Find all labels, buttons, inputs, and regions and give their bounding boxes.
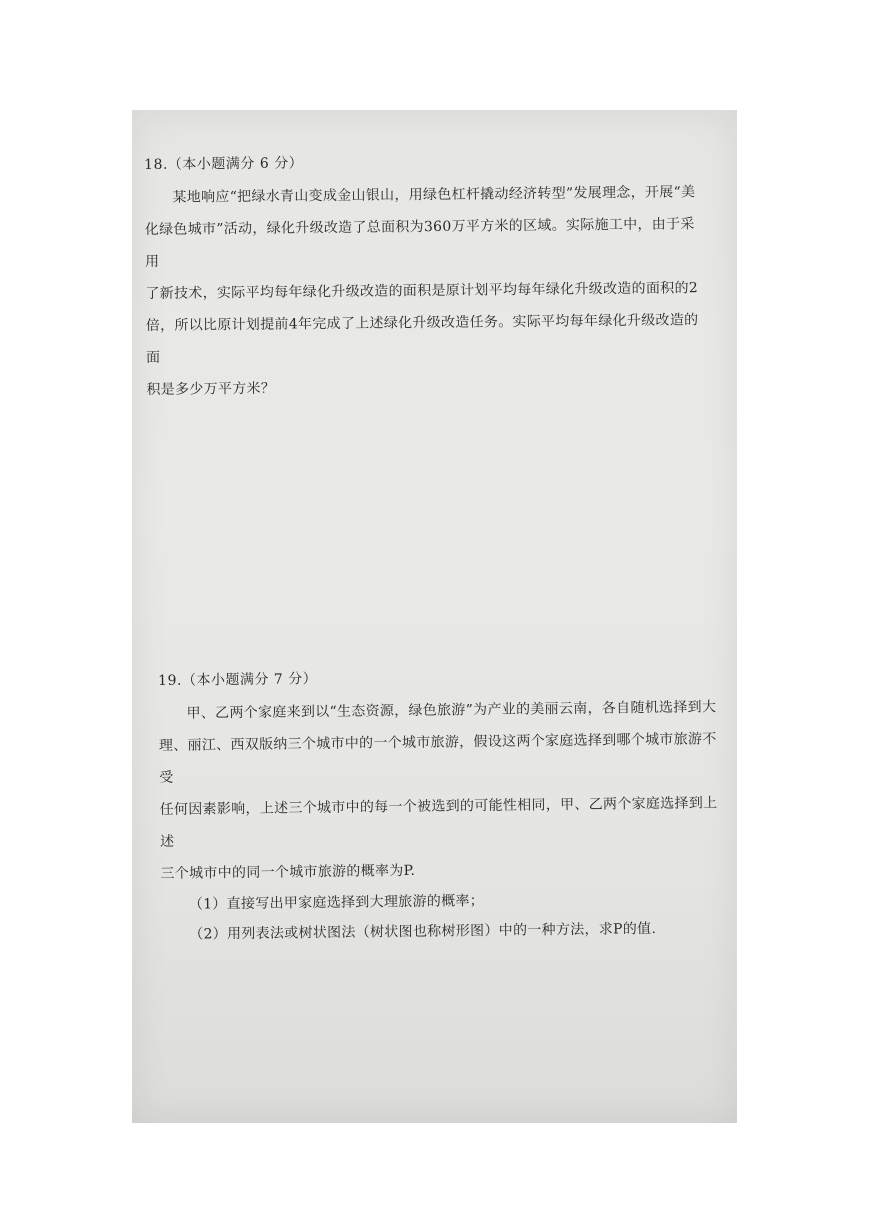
question-19-line-1: 甲、乙两个家庭来到以“生态资源，绿色旅游”为产业的美丽云南，各自随机选择到大 [186, 699, 717, 722]
question-19-part-2: （2）用列表法或树状图法（树状图也称树形图）中的一种方法，求P的值. [189, 920, 657, 943]
question-19 [158, 663, 721, 950]
question-19-line-3: 任何因素影响，上述三个城市中的每一个被选到的可能性相同，甲、乙两个家庭选择到上述 [159, 795, 718, 850]
question-19-line-4: 三个城市中的同一个城市旅游的概率为P. [160, 862, 416, 882]
question-18-heading: 18.（本小题满分 6 分） [144, 155, 304, 173]
question-18-line-4: 倍，所以比原计划提前4年完成了上述绿化升级改造任务。实际平均每年绿化升级改造的面 [145, 312, 699, 366]
question-18-line-2: 化绿色城市”活动，绿化升级改造了总面积为360万平方米的区域。实际施工中，由于采用 [144, 216, 695, 270]
question-19-part-1: （1）直接写出甲家庭选择到大理旅游的概率； [188, 893, 485, 913]
question-19-line-2: 理、丽江、西双版纳三个城市中的一个城市旅游，假设这两个家庭选择到哪个城市旅游不受 [158, 731, 717, 786]
question-18-line-5: 积是多少万平方米？ [146, 380, 276, 398]
question-18-line-1: 某地响应“把绿水青山变成金山银山，用绿色杠杆撬动经济转型”发展理念，开展“美 [172, 184, 696, 206]
exam-paper-photo [132, 110, 737, 1123]
question-19-heading: 19.（本小题满分 7 分） [158, 671, 318, 689]
question-18-line-3: 了新技术，实际平均每年绿化升级改造的面积是原计划平均每年绿化升级改造的面积的2 [145, 280, 699, 302]
question-18 [144, 148, 707, 406]
